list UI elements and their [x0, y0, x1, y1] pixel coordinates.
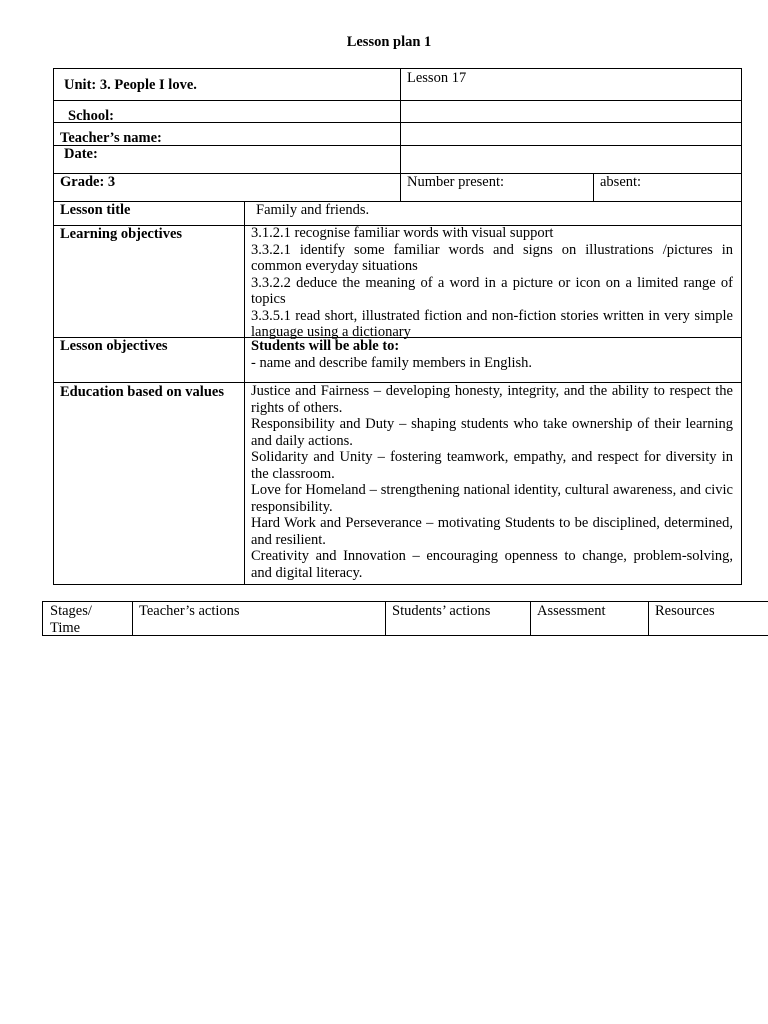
learning-objective-item: 3.3.2.1 identify some familiar words and signs on illustrations /pictures in common everyday situations [251, 241, 733, 274]
value-item: Responsibility and Duty – shaping students who take ownership of their learning and daily actions. [251, 416, 733, 449]
learning-objective-item: 3.3.2.2 deduce the meaning of a word in a picture or icon on a limited range of topics [251, 274, 733, 307]
document-title: Lesson plan 1 [346, 34, 432, 50]
value-item: Hard Work and Perseverance – motivating Students to be disciplined, determined, and resilient. [251, 515, 733, 548]
stages-time-header: Stages/ Time [50, 603, 92, 636]
teacher-name-label: Teacher’s name: [60, 130, 162, 146]
value-item: Justice and Fairness – developing honesty, integrity, and the ability to respect the rights of others. [251, 383, 733, 416]
lesson-objectives-item: - name and describe family members in English. [251, 355, 533, 371]
value-item: Solidarity and Unity – fostering teamwork, empathy, and respect for diversity in the classroom. [251, 449, 733, 482]
date-label: Date: [64, 146, 98, 162]
learning-objectives-label: Learning objectives [60, 226, 183, 242]
lesson-title-label: Lesson title [60, 202, 131, 218]
lesson-title-value: Family and friends. [256, 202, 370, 218]
value-item: Creativity and Innovation – encouraging openness to change, problem-solving, and digital literacy. [251, 548, 733, 581]
values-label: Education based on values [60, 384, 224, 400]
assessment-header: Assessment [537, 603, 606, 619]
unit-label: Unit: 3. People I love. [64, 77, 197, 93]
teacher-actions-header: Teacher’s actions [139, 603, 240, 619]
lesson-objectives-heading: Students will be able to: [251, 338, 400, 354]
number-present-label: Number present: [407, 174, 505, 190]
learning-objective-item: 3.3.5.1 read short, illustrated fiction and non-fiction stories written in very simple language using a dictionary [251, 307, 733, 340]
absent-label: absent: [600, 174, 642, 190]
school-label: School: [68, 108, 114, 124]
students-actions-header: Students’ actions [392, 603, 491, 619]
lesson-objectives-label: Lesson objectives [60, 338, 168, 354]
learning-objective-item: 3.1.2.1 recognise familiar words with visual support [251, 225, 554, 241]
resources-header: Resources [655, 603, 715, 619]
value-item: Love for Homeland – strengthening national identity, cultural awareness, and civic responsibility. [251, 482, 733, 515]
values-list [251, 383, 733, 581]
lesson-number: Lesson 17 [407, 70, 467, 86]
learning-objectives-list [251, 225, 733, 341]
grade-label: Grade: 3 [60, 174, 116, 190]
